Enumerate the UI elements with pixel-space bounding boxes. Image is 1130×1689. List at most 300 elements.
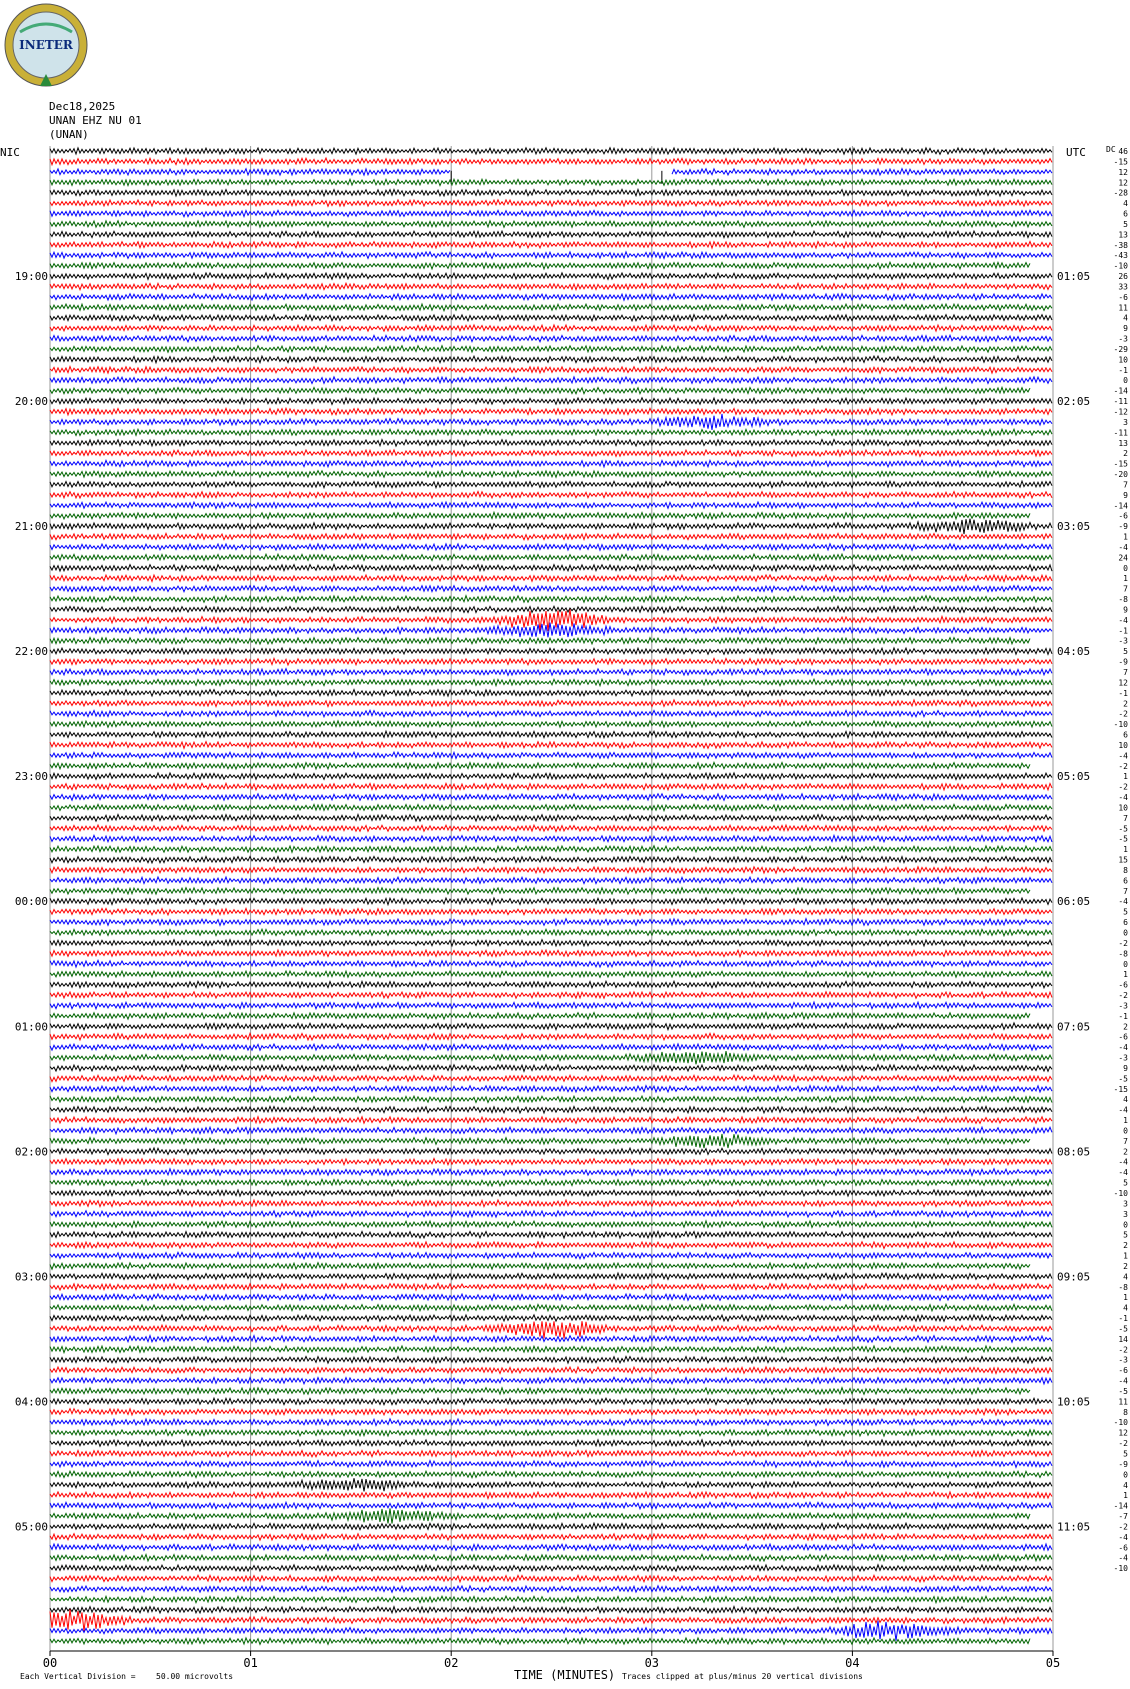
trace-105 <box>50 1242 1052 1249</box>
trace-40 <box>50 565 1052 572</box>
trace-offset-116: -3 <box>1118 1355 1128 1365</box>
trace-25 <box>50 408 1052 415</box>
trace-6 <box>50 210 1052 216</box>
trace-91 <box>50 1096 1052 1103</box>
trace-offset-102: 3 <box>1123 1209 1128 1219</box>
trace-128 <box>50 1478 1052 1491</box>
trace-offset-54: -2 <box>1118 709 1128 719</box>
x-axis-title: TIME (MINUTES) <box>514 1668 616 1682</box>
trace-offset-85: -6 <box>1118 1032 1128 1042</box>
trace-132 <box>50 1523 1052 1530</box>
trace-offset-18: -3 <box>1118 334 1128 344</box>
trace-offset-32: 7 <box>1123 480 1128 490</box>
trace-offset-107: 2 <box>1123 1261 1128 1271</box>
trace-97 <box>50 1159 1052 1166</box>
trace-offset-126: -9 <box>1118 1459 1128 1469</box>
trace-80 <box>50 981 1052 988</box>
trace-84 <box>50 1023 1052 1030</box>
trace-61 <box>50 783 1052 790</box>
left-hour-label-2: 21:00 <box>14 520 48 534</box>
trace-63 <box>50 804 1052 810</box>
trace-offset-119: -5 <box>1118 1386 1128 1396</box>
trace-offset-130: -14 <box>1113 1501 1128 1511</box>
left-hour-label-6: 01:00 <box>14 1020 48 1034</box>
trace-7 <box>50 221 1052 228</box>
trace-43 <box>50 596 1052 603</box>
trace-offset-23: -14 <box>1113 386 1128 396</box>
trace-136 <box>50 1565 1052 1571</box>
trace-offset-39: 24 <box>1118 553 1128 563</box>
left-hour-label-8: 03:00 <box>14 1270 48 1284</box>
trace-offset-74: 6 <box>1123 918 1128 928</box>
trace-offset-21: -1 <box>1118 365 1128 375</box>
trace-offset-50: 7 <box>1123 668 1128 677</box>
trace-offset-67: 1 <box>1123 845 1128 855</box>
trace-offset-64: 7 <box>1123 813 1128 823</box>
left-hour-label-0: 19:00 <box>14 270 48 284</box>
trace-49 <box>50 658 1052 665</box>
trace-offset-25: -12 <box>1113 407 1128 417</box>
footer-division-value: 50.00 microvolts <box>156 1672 234 1681</box>
trace-31 <box>50 471 1052 478</box>
trace-32 <box>50 481 1052 488</box>
trace-offset-2: 12 <box>1118 167 1128 177</box>
trace-offset-36: -9 <box>1118 522 1128 532</box>
trace-offset-53: 2 <box>1123 699 1128 709</box>
trace-134 <box>50 1544 1052 1551</box>
trace-106 <box>50 1252 1052 1259</box>
trace-offset-112: -1 <box>1118 1314 1128 1324</box>
trace-offset-127: 0 <box>1123 1470 1128 1480</box>
trace-offset-84: 2 <box>1123 1022 1128 1032</box>
trace-33 <box>50 492 1052 499</box>
trace-offset-33: 9 <box>1123 490 1128 500</box>
trace-66 <box>50 835 1052 842</box>
trace-offset-59: -2 <box>1118 761 1128 771</box>
trace-67 <box>50 846 1052 853</box>
left-hour-label-9: 04:00 <box>14 1395 48 1409</box>
right-hour-label-1: 02:05 <box>1057 395 1091 409</box>
trace-offset-78: 0 <box>1123 959 1128 969</box>
trace-offset-49: -9 <box>1118 657 1128 667</box>
trace-60 <box>50 773 1052 780</box>
trace-35 <box>50 512 1030 519</box>
trace-offset-37: 1 <box>1123 532 1128 542</box>
trace-23 <box>50 387 1030 394</box>
trace-65 <box>50 825 1052 831</box>
trace-15 <box>50 304 1052 311</box>
x-tick-label-2: 02 <box>443 1656 459 1670</box>
trace-72 <box>50 898 1052 905</box>
trace-offset-80: -6 <box>1118 980 1128 990</box>
right-hour-label-2: 03:05 <box>1057 520 1091 534</box>
trace-70 <box>50 877 1052 884</box>
trace-46 <box>50 623 1052 638</box>
trace-100 <box>50 1190 1052 1196</box>
trace-offset-58: -4 <box>1118 751 1128 761</box>
trace-offset-7: 5 <box>1123 219 1128 229</box>
trace-offset-98: -4 <box>1118 1168 1128 1178</box>
trace-offset-60: 1 <box>1123 772 1128 782</box>
x-tick-label-4: 04 <box>845 1656 860 1670</box>
trace-offset-6: 6 <box>1123 209 1128 219</box>
trace-13 <box>50 283 1052 289</box>
trace-offset-57: 10 <box>1118 740 1128 750</box>
trace-115 <box>50 1346 1052 1353</box>
trace-offset-104: 5 <box>1123 1230 1128 1240</box>
trace-133 <box>50 1534 1052 1541</box>
trace-offset-52: -1 <box>1118 688 1128 698</box>
trace-offset-70: 6 <box>1123 876 1128 886</box>
trace-3 <box>50 179 1052 186</box>
trace-28 <box>50 440 1052 447</box>
trace-59 <box>50 762 1030 769</box>
trace-94 <box>50 1127 1052 1134</box>
trace-offset-62: -4 <box>1118 793 1128 803</box>
trace-93 <box>50 1117 1052 1124</box>
trace-142 <box>50 1621 1052 1641</box>
trace-offset-122: -10 <box>1113 1418 1128 1428</box>
trace-offset-82: -3 <box>1118 1001 1128 1011</box>
x-tick-label-1: 01 <box>243 1656 258 1670</box>
trace-75 <box>50 929 1052 936</box>
trace-4 <box>50 189 1052 196</box>
trace-104 <box>50 1231 1052 1238</box>
trace-offset-131: -7 <box>1118 1512 1128 1522</box>
footer-clip-note: Traces clipped at plus/minus 20 vertical divisions <box>622 1672 863 1681</box>
trace-offset-16: 4 <box>1123 313 1128 323</box>
left-hour-label-10: 05:00 <box>14 1520 48 1534</box>
trace-offset-1: -15 <box>1113 157 1128 167</box>
trace-10 <box>50 252 1052 259</box>
trace-21 <box>50 367 1052 374</box>
trace-offset-90: -15 <box>1113 1084 1128 1094</box>
trace-offset-121: 8 <box>1123 1407 1128 1417</box>
trace-96 <box>50 1148 1052 1155</box>
trace-73 <box>50 908 1052 915</box>
trace-offset-46: -1 <box>1118 626 1128 636</box>
trace-68 <box>50 856 1052 863</box>
trace-129 <box>50 1492 1052 1499</box>
trace-38 <box>50 544 1052 551</box>
trace-139 <box>50 1596 1052 1603</box>
x-tick-label-0: 00 <box>42 1656 58 1670</box>
trace-110 <box>50 1294 1052 1300</box>
trace-0 <box>50 148 1052 155</box>
trace-offset-20: 10 <box>1118 355 1128 365</box>
trace-122 <box>50 1419 1052 1426</box>
trace-offset-12: 26 <box>1118 272 1128 282</box>
trace-127 <box>50 1471 1052 1478</box>
trace-19 <box>50 346 1052 353</box>
trace-offset-24: -11 <box>1113 397 1128 407</box>
left-hour-label-1: 20:00 <box>14 395 48 409</box>
trace-offset-91: 4 <box>1123 1095 1128 1105</box>
trace-130 <box>50 1502 1052 1509</box>
trace-109 <box>50 1283 1052 1290</box>
trace-offset-94: 0 <box>1123 1126 1128 1136</box>
trace-offset-26: 3 <box>1123 417 1128 427</box>
trace-108 <box>50 1273 1052 1280</box>
trace-86 <box>50 1044 1052 1051</box>
trace-offset-97: -4 <box>1118 1157 1128 1167</box>
trace-2 <box>50 169 1052 176</box>
right-hour-label-9: 10:05 <box>1057 1395 1091 1409</box>
trace-52 <box>50 690 1052 697</box>
trace-121 <box>50 1409 1052 1415</box>
trace-offset-101: 3 <box>1123 1199 1128 1209</box>
trace-offset-111: 4 <box>1123 1303 1128 1313</box>
trace-20 <box>50 356 1052 363</box>
trace-offset-43: -8 <box>1118 595 1128 605</box>
trace-125 <box>50 1450 1052 1457</box>
station-code-label: (UNAN) <box>49 128 89 141</box>
trace-85 <box>50 1033 1052 1040</box>
trace-offset-128: 4 <box>1123 1480 1128 1490</box>
trace-offset-75: 0 <box>1123 928 1128 938</box>
left-hour-label-5: 00:00 <box>14 895 48 909</box>
trace-offset-48: 5 <box>1123 647 1128 657</box>
trace-29 <box>50 450 1052 457</box>
trace-offset-35: -6 <box>1118 511 1128 521</box>
trace-123 <box>50 1429 1052 1436</box>
trace-8 <box>50 231 1052 238</box>
trace-118 <box>50 1377 1052 1384</box>
right-hour-label-7: 08:05 <box>1057 1145 1091 1159</box>
trace-offset-19: -29 <box>1113 344 1128 354</box>
trace-58 <box>50 752 1052 758</box>
left-hour-label-3: 22:00 <box>14 645 48 659</box>
right-hour-label-6: 07:05 <box>1057 1020 1091 1034</box>
trace-116 <box>50 1357 1052 1364</box>
trace-offset-13: 33 <box>1118 282 1128 292</box>
trace-offset-117: -6 <box>1118 1366 1128 1376</box>
trace-offset-103: 0 <box>1123 1220 1128 1230</box>
trace-offset-68: 15 <box>1118 855 1128 865</box>
trace-78 <box>50 960 1052 967</box>
trace-76 <box>50 940 1052 947</box>
trace-offset-83: -1 <box>1118 1011 1128 1021</box>
trace-36 <box>50 519 1052 534</box>
trace-offset-134: -6 <box>1118 1543 1128 1553</box>
trace-offset-69: 8 <box>1123 865 1128 875</box>
logo-text: INETER <box>19 38 73 52</box>
trace-87 <box>50 1051 1052 1064</box>
trace-64 <box>50 815 1052 822</box>
trace-offset-87: -3 <box>1118 1053 1128 1063</box>
trace-112 <box>50 1315 1052 1322</box>
trace-offset-3: 12 <box>1118 178 1128 188</box>
trace-offset-71: 7 <box>1123 886 1128 896</box>
trace-16 <box>50 315 1052 321</box>
trace-offset-76: -2 <box>1118 938 1128 948</box>
right-hour-label-0: 01:05 <box>1057 270 1091 284</box>
trace-offset-8: 13 <box>1118 230 1128 240</box>
trace-offset-88: 9 <box>1123 1063 1128 1073</box>
trace-30 <box>50 460 1052 467</box>
trace-69 <box>50 867 1052 873</box>
trace-offset-123: 12 <box>1118 1428 1128 1438</box>
trace-107 <box>50 1263 1030 1270</box>
trace-119 <box>50 1388 1030 1395</box>
trace-55 <box>50 721 1052 728</box>
trace-12 <box>50 273 1052 280</box>
trace-offset-135: -4 <box>1118 1553 1128 1563</box>
trace-offset-108: 4 <box>1123 1272 1128 1282</box>
trace-offset-31: -20 <box>1113 470 1128 480</box>
trace-offset-63: 10 <box>1118 803 1128 813</box>
trace-offset-55: -10 <box>1113 720 1128 730</box>
trace-offset-34: -14 <box>1113 501 1128 511</box>
trace-offset-5: 4 <box>1123 199 1128 209</box>
trace-offset-136: -10 <box>1113 1564 1128 1574</box>
right-hour-label-3: 04:05 <box>1057 645 1091 659</box>
trace-83 <box>50 1013 1030 1020</box>
trace-27 <box>50 429 1052 435</box>
trace-offset-89: -5 <box>1118 1074 1128 1084</box>
trace-113 <box>50 1321 1052 1338</box>
offset-header-label: DC <box>1106 145 1116 154</box>
trace-47 <box>50 638 1030 645</box>
trace-offset-72: -4 <box>1118 897 1128 907</box>
trace-offset-22: 0 <box>1123 376 1128 386</box>
trace-103 <box>50 1221 1052 1228</box>
trace-135 <box>50 1555 1052 1562</box>
station-label: UNAN EHZ NU 01 <box>49 114 142 127</box>
left-timezone-label: NIC <box>0 146 20 159</box>
trace-offset-77: -8 <box>1118 949 1128 959</box>
trace-offset-124: -2 <box>1118 1439 1128 1449</box>
trace-offset-118: -4 <box>1118 1376 1128 1386</box>
x-tick-label-3: 03 <box>644 1656 660 1670</box>
left-hour-label-4: 23:00 <box>14 770 48 784</box>
trace-5 <box>50 200 1052 207</box>
trace-offset-10: -43 <box>1113 251 1128 261</box>
trace-offset-95: 7 <box>1123 1136 1128 1146</box>
trace-offset-86: -4 <box>1118 1043 1128 1053</box>
trace-offset-66: -5 <box>1118 834 1128 844</box>
trace-offset-81: -2 <box>1118 991 1128 1001</box>
trace-offset-labels <box>1114 147 1129 1573</box>
trace-22 <box>50 377 1052 384</box>
trace-44 <box>50 606 1052 612</box>
right-timezone-label: UTC <box>1066 146 1086 159</box>
footer-division-label: Each Vertical Division = <box>20 1672 136 1681</box>
trace-90 <box>50 1086 1052 1092</box>
trace-34 <box>50 502 1052 509</box>
trace-offset-56: 6 <box>1123 730 1128 740</box>
trace-offset-29: 2 <box>1123 449 1128 459</box>
trace-offset-125: 5 <box>1123 1449 1128 1459</box>
date-label: Dec18,2025 <box>49 100 116 113</box>
trace-offset-114: 14 <box>1118 1334 1128 1344</box>
trace-11 <box>50 262 1030 269</box>
trace-62 <box>50 794 1052 801</box>
x-tick-label-5: 05 <box>1045 1656 1061 1670</box>
trace-offset-96: 2 <box>1123 1147 1128 1157</box>
trace-offset-115: -2 <box>1118 1345 1128 1355</box>
trace-77 <box>50 950 1052 957</box>
right-hour-label-4: 05:05 <box>1057 770 1091 784</box>
trace-53 <box>50 700 1052 707</box>
trace-offset-65: -5 <box>1118 824 1128 834</box>
trace-offset-0: 46 <box>1118 147 1128 156</box>
trace-126 <box>50 1461 1052 1468</box>
trace-88 <box>50 1065 1052 1072</box>
trace-offset-79: 1 <box>1123 970 1128 980</box>
trace-51 <box>50 679 1052 686</box>
trace-group <box>50 148 1052 1645</box>
trace-120 <box>50 1398 1052 1405</box>
trace-26 <box>50 414 1052 430</box>
trace-92 <box>50 1106 1052 1113</box>
trace-offset-41: 1 <box>1123 574 1128 584</box>
trace-offset-109: -8 <box>1118 1282 1128 1292</box>
right-hour-label-8: 09:05 <box>1057 1270 1091 1284</box>
trace-17 <box>50 325 1052 332</box>
trace-offset-93: 1 <box>1123 1116 1128 1126</box>
trace-offset-14: -6 <box>1118 292 1128 302</box>
trace-50 <box>50 669 1052 676</box>
trace-37 <box>50 533 1052 539</box>
trace-offset-92: -4 <box>1118 1105 1128 1115</box>
trace-41 <box>50 575 1052 582</box>
trace-138 <box>50 1586 1052 1592</box>
trace-124 <box>50 1440 1052 1447</box>
trace-39 <box>50 554 1052 561</box>
trace-102 <box>50 1211 1052 1218</box>
trace-74 <box>50 919 1052 926</box>
right-hour-label-10: 11:05 <box>1057 1520 1091 1534</box>
trace-14 <box>50 294 1052 301</box>
trace-82 <box>50 1002 1052 1009</box>
trace-offset-30: -15 <box>1113 459 1128 469</box>
trace-offset-47: -3 <box>1118 636 1128 646</box>
trace-81 <box>50 992 1052 999</box>
trace-111 <box>50 1304 1052 1311</box>
trace-117 <box>50 1367 1052 1374</box>
trace-114 <box>50 1336 1052 1343</box>
trace-71 <box>50 888 1030 895</box>
trace-offset-15: 11 <box>1118 303 1128 313</box>
trace-offset-28: 13 <box>1118 438 1128 448</box>
trace-offset-99: 5 <box>1123 1178 1128 1188</box>
left-hour-label-7: 02:00 <box>14 1145 48 1159</box>
trace-offset-44: 9 <box>1123 605 1128 615</box>
trace-101 <box>50 1200 1052 1207</box>
trace-99 <box>50 1179 1052 1186</box>
trace-offset-100: -10 <box>1113 1189 1128 1198</box>
trace-offset-4: -28 <box>1113 188 1128 198</box>
trace-offset-106: 1 <box>1123 1251 1128 1261</box>
trace-offset-27: -11 <box>1113 428 1128 438</box>
trace-18 <box>50 335 1052 342</box>
trace-offset-73: 5 <box>1123 907 1128 917</box>
trace-offset-9: -38 <box>1113 240 1128 250</box>
trace-offset-105: 2 <box>1123 1241 1128 1251</box>
trace-offset-133: -4 <box>1118 1532 1128 1542</box>
trace-offset-40: 0 <box>1123 563 1128 573</box>
trace-offset-42: 7 <box>1123 584 1128 594</box>
trace-54 <box>50 710 1052 716</box>
trace-56 <box>50 731 1052 738</box>
trace-140 <box>50 1607 1052 1614</box>
trace-offset-51: 12 <box>1118 678 1128 688</box>
right-hour-label-5: 06:05 <box>1057 895 1091 909</box>
trace-offset-129: 1 <box>1123 1491 1128 1501</box>
trace-79 <box>50 971 1052 977</box>
trace-1 <box>50 158 1052 165</box>
